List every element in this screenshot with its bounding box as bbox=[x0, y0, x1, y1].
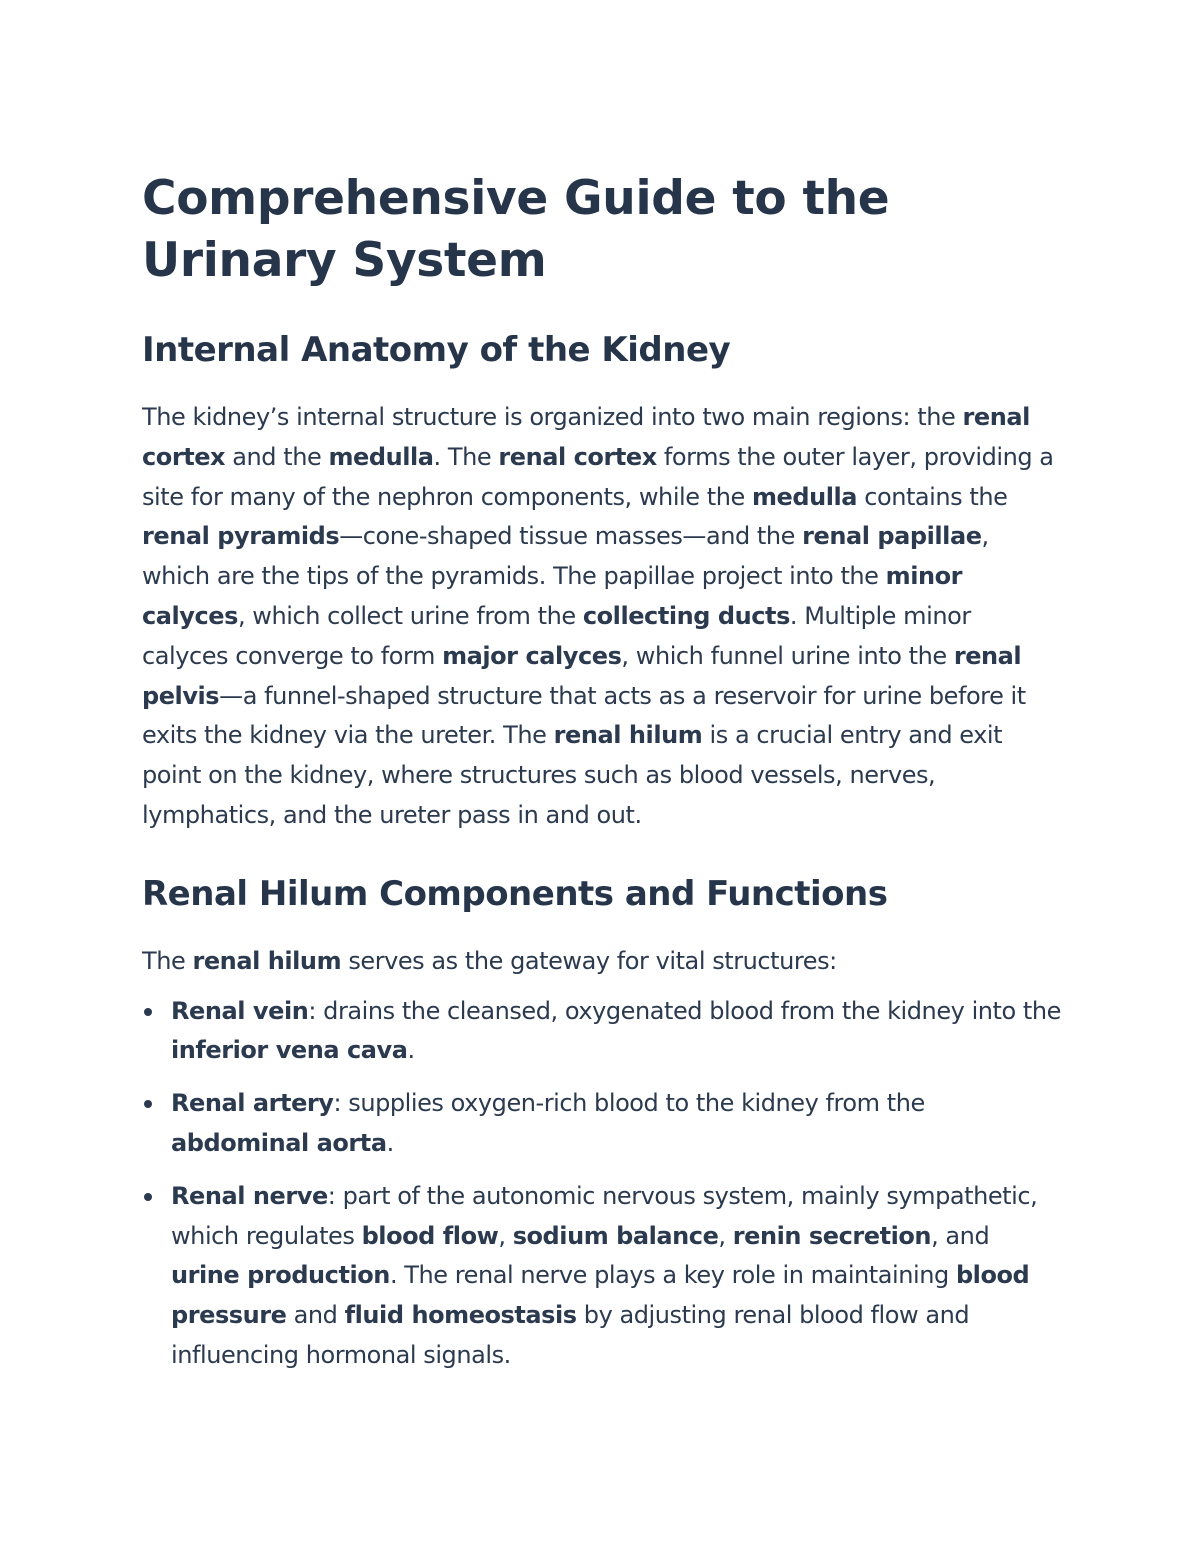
bullet-icon bbox=[144, 1193, 152, 1201]
bullet-icon bbox=[144, 1008, 152, 1016]
bold-term: renal hilum bbox=[192, 946, 342, 975]
section-heading-renal-hilum: Renal Hilum Components and Functions bbox=[142, 873, 888, 914]
list-item-text: Renal artery: supplies oxygen-rich blood to the kidney from the abdominal aorta. bbox=[171, 1089, 925, 1157]
internal-anatomy-paragraph: The kidney’s internal structure is organized into two main regions: the renal cortex and the medulla. The renal cortex forms the outer layer, providing a site for many of the nephron components, while the medulla contains the renal pyramids—cone-shaped tissue masses—and the renal papillae, which are the tips of the pyramids. The papillae project into the minor calyces, which collect urine from the collecting ducts. Multiple minor calyces converge to form major calyces, which funnel urine into the renal pelvis—a funnel-shaped structure that acts as a reservoir for urine before it exits the kidney via the ureter. The renal hilum is a crucial entry and exit point on the kidney, where structures such as blood vessels, nerves, lymphatics, and the ureter pass in and out. bbox=[142, 403, 1054, 829]
bold-term: medulla bbox=[328, 442, 434, 471]
bold-term: major calyces bbox=[442, 641, 622, 670]
bold-term: renin secretion bbox=[732, 1221, 932, 1250]
bold-term: urine production bbox=[171, 1261, 390, 1290]
bold-term: collecting ducts bbox=[582, 601, 790, 630]
list-item-renal-nerve bbox=[142, 1177, 1062, 1376]
bold-term: sodium balance bbox=[512, 1221, 719, 1250]
bold-term: renal cortex bbox=[498, 442, 657, 471]
bold-term: minor calyces bbox=[142, 562, 963, 630]
bold-term: renal pyramids bbox=[142, 522, 340, 551]
bold-term: Renal nerve bbox=[171, 1181, 328, 1210]
bold-term: renal hilum bbox=[553, 721, 703, 750]
bold-term: inferior vena cava bbox=[171, 1036, 408, 1065]
bullet-icon bbox=[144, 1100, 152, 1108]
list-item-renal-artery bbox=[142, 1084, 1062, 1164]
bold-term: renal papillae bbox=[802, 522, 982, 551]
list-item-text: Renal nerve: part of the autonomic nervous system, mainly sympathetic, which regulates blood flow, sodium balance, renin secretion, and urine production. The renal nerve plays a key role in maintaining blood pressure and fluid homeostasis by adjusting renal blood flow and influencing hormonal signals. bbox=[171, 1181, 1038, 1369]
bold-term: blood flow bbox=[361, 1221, 499, 1250]
section-heading-internal-anatomy: Internal Anatomy of the Kidney bbox=[142, 330, 731, 370]
bold-term: medulla bbox=[751, 482, 858, 511]
document-page bbox=[142, 168, 1062, 1389]
bold-term: Renal vein bbox=[171, 996, 309, 1025]
bold-term: renal cortex bbox=[142, 403, 1030, 471]
list-item-text: Renal vein: drains the cleansed, oxygenated blood from the kidney into the inferior vena cava. bbox=[171, 996, 1061, 1065]
bold-term: fluid homeostasis bbox=[344, 1301, 577, 1330]
bold-term: renal pelvis bbox=[142, 641, 1022, 710]
renal-hilum-intro: The renal hilum serves as the gateway for vital structures: bbox=[142, 946, 837, 975]
list-item-renal-vein bbox=[142, 992, 1062, 1072]
hilum-components-list bbox=[142, 992, 1062, 1376]
page-title: Comprehensive Guide to the Urinary System bbox=[142, 171, 890, 288]
bold-term: abdominal aorta bbox=[171, 1128, 387, 1157]
bold-term: Renal artery bbox=[171, 1089, 334, 1118]
bold-term: blood pressure bbox=[171, 1261, 1030, 1330]
